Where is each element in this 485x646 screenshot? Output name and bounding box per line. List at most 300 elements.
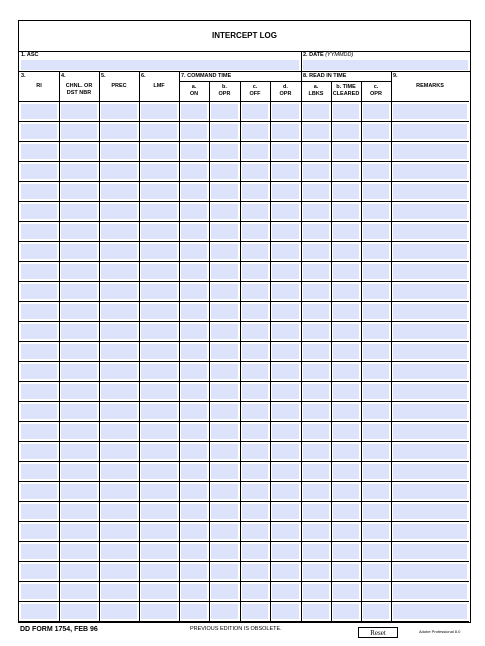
log-cell[interactable] (333, 224, 359, 239)
log-cell[interactable] (21, 584, 57, 599)
log-cell[interactable] (211, 324, 238, 339)
log-cell[interactable] (363, 604, 389, 619)
log-cell[interactable] (21, 304, 57, 319)
log-cell[interactable] (393, 504, 467, 519)
log-cell[interactable] (272, 524, 299, 539)
log-cell[interactable] (21, 264, 57, 279)
log-cell[interactable] (272, 564, 299, 579)
log-cell[interactable] (141, 104, 177, 119)
log-cell[interactable] (21, 324, 57, 339)
log-cell[interactable] (61, 144, 97, 159)
log-cell[interactable] (272, 364, 299, 379)
log-cell[interactable] (61, 164, 97, 179)
log-cell[interactable] (242, 604, 268, 619)
log-cell[interactable] (242, 564, 268, 579)
log-cell[interactable] (363, 344, 389, 359)
log-cell[interactable] (181, 404, 207, 419)
log-cell[interactable] (211, 224, 238, 239)
log-cell[interactable] (303, 564, 329, 579)
log-cell[interactable] (21, 284, 57, 299)
log-cell[interactable] (363, 484, 389, 499)
log-cell[interactable] (242, 104, 268, 119)
log-cell[interactable] (363, 284, 389, 299)
log-cell[interactable] (61, 344, 97, 359)
log-cell[interactable] (21, 104, 57, 119)
log-cell[interactable] (61, 304, 97, 319)
log-cell[interactable] (303, 524, 329, 539)
log-cell[interactable] (101, 384, 137, 399)
log-cell[interactable] (242, 584, 268, 599)
log-cell[interactable] (333, 564, 359, 579)
log-cell[interactable] (141, 304, 177, 319)
log-cell[interactable] (101, 364, 137, 379)
log-cell[interactable] (333, 344, 359, 359)
log-cell[interactable] (61, 584, 97, 599)
log-cell[interactable] (272, 504, 299, 519)
log-cell[interactable] (61, 604, 97, 619)
log-cell[interactable] (393, 564, 467, 579)
log-cell[interactable] (363, 404, 389, 419)
log-cell[interactable] (242, 524, 268, 539)
log-cell[interactable] (272, 544, 299, 559)
log-cell[interactable] (211, 404, 238, 419)
log-cell[interactable] (333, 404, 359, 419)
log-cell[interactable] (211, 504, 238, 519)
log-cell[interactable] (333, 144, 359, 159)
log-cell[interactable] (393, 344, 467, 359)
log-cell[interactable] (141, 444, 177, 459)
log-cell[interactable] (101, 504, 137, 519)
log-cell[interactable] (141, 144, 177, 159)
log-cell[interactable] (242, 284, 268, 299)
log-cell[interactable] (211, 444, 238, 459)
log-cell[interactable] (242, 504, 268, 519)
log-cell[interactable] (393, 544, 467, 559)
log-cell[interactable] (181, 604, 207, 619)
log-cell[interactable] (101, 544, 137, 559)
log-cell[interactable] (141, 344, 177, 359)
log-cell[interactable] (363, 584, 389, 599)
log-cell[interactable] (141, 284, 177, 299)
log-cell[interactable] (303, 284, 329, 299)
log-cell[interactable] (272, 224, 299, 239)
log-cell[interactable] (303, 124, 329, 139)
log-cell[interactable] (333, 244, 359, 259)
log-cell[interactable] (21, 204, 57, 219)
log-cell[interactable] (101, 224, 137, 239)
log-cell[interactable] (61, 244, 97, 259)
log-cell[interactable] (333, 424, 359, 439)
log-cell[interactable] (141, 384, 177, 399)
log-cell[interactable] (242, 264, 268, 279)
log-cell[interactable] (141, 124, 177, 139)
log-cell[interactable] (272, 444, 299, 459)
log-cell[interactable] (303, 424, 329, 439)
log-cell[interactable] (181, 464, 207, 479)
log-cell[interactable] (303, 264, 329, 279)
log-cell[interactable] (61, 264, 97, 279)
log-cell[interactable] (363, 104, 389, 119)
log-cell[interactable] (141, 464, 177, 479)
date-input[interactable] (303, 60, 468, 70)
log-cell[interactable] (101, 324, 137, 339)
log-cell[interactable] (211, 264, 238, 279)
log-cell[interactable] (181, 184, 207, 199)
log-cell[interactable] (333, 584, 359, 599)
log-cell[interactable] (363, 124, 389, 139)
log-cell[interactable] (21, 464, 57, 479)
log-cell[interactable] (181, 344, 207, 359)
log-cell[interactable] (363, 144, 389, 159)
log-cell[interactable] (333, 364, 359, 379)
log-cell[interactable] (181, 524, 207, 539)
log-cell[interactable] (101, 404, 137, 419)
log-cell[interactable] (211, 584, 238, 599)
log-cell[interactable] (333, 104, 359, 119)
log-cell[interactable] (333, 124, 359, 139)
log-cell[interactable] (393, 284, 467, 299)
log-cell[interactable] (21, 124, 57, 139)
log-cell[interactable] (272, 124, 299, 139)
log-cell[interactable] (363, 444, 389, 459)
log-cell[interactable] (242, 424, 268, 439)
log-cell[interactable] (101, 444, 137, 459)
log-cell[interactable] (393, 404, 467, 419)
log-cell[interactable] (303, 444, 329, 459)
log-cell[interactable] (242, 184, 268, 199)
log-cell[interactable] (393, 444, 467, 459)
log-cell[interactable] (211, 184, 238, 199)
log-cell[interactable] (211, 284, 238, 299)
log-cell[interactable] (303, 544, 329, 559)
log-cell[interactable] (272, 164, 299, 179)
log-cell[interactable] (101, 464, 137, 479)
log-cell[interactable] (333, 524, 359, 539)
log-cell[interactable] (141, 364, 177, 379)
log-cell[interactable] (363, 464, 389, 479)
log-cell[interactable] (101, 604, 137, 619)
log-cell[interactable] (61, 384, 97, 399)
log-cell[interactable] (272, 404, 299, 419)
asc-input[interactable] (21, 60, 299, 70)
log-cell[interactable] (61, 544, 97, 559)
log-cell[interactable] (21, 424, 57, 439)
log-cell[interactable] (21, 364, 57, 379)
log-cell[interactable] (242, 324, 268, 339)
log-cell[interactable] (101, 124, 137, 139)
log-cell[interactable] (211, 304, 238, 319)
log-cell[interactable] (272, 244, 299, 259)
log-cell[interactable] (272, 304, 299, 319)
log-cell[interactable] (333, 464, 359, 479)
date-field[interactable] (301, 51, 470, 71)
log-cell[interactable] (211, 244, 238, 259)
log-cell[interactable] (363, 424, 389, 439)
reset-button[interactable]: Reset (358, 627, 398, 638)
log-cell[interactable] (242, 124, 268, 139)
log-cell[interactable] (61, 564, 97, 579)
log-cell[interactable] (363, 564, 389, 579)
log-cell[interactable] (101, 184, 137, 199)
log-cell[interactable] (303, 364, 329, 379)
asc-field[interactable] (19, 51, 302, 71)
log-cell[interactable] (141, 204, 177, 219)
log-cell[interactable] (272, 204, 299, 219)
log-cell[interactable] (333, 304, 359, 319)
log-cell[interactable] (211, 424, 238, 439)
log-cell[interactable] (363, 184, 389, 199)
log-cell[interactable] (363, 504, 389, 519)
log-cell[interactable] (211, 484, 238, 499)
log-cell[interactable] (21, 544, 57, 559)
log-cell[interactable] (61, 184, 97, 199)
log-cell[interactable] (242, 404, 268, 419)
log-cell[interactable] (272, 284, 299, 299)
log-cell[interactable] (141, 504, 177, 519)
log-cell[interactable] (333, 184, 359, 199)
log-cell[interactable] (242, 544, 268, 559)
log-cell[interactable] (21, 484, 57, 499)
log-cell[interactable] (393, 584, 467, 599)
log-cell[interactable] (61, 524, 97, 539)
log-cell[interactable] (242, 464, 268, 479)
log-cell[interactable] (61, 224, 97, 239)
log-cell[interactable] (61, 484, 97, 499)
log-cell[interactable] (101, 244, 137, 259)
log-cell[interactable] (242, 244, 268, 259)
log-cell[interactable] (101, 524, 137, 539)
log-cell[interactable] (141, 224, 177, 239)
log-cell[interactable] (363, 244, 389, 259)
log-cell[interactable] (242, 164, 268, 179)
log-cell[interactable] (393, 364, 467, 379)
log-cell[interactable] (211, 164, 238, 179)
log-cell[interactable] (181, 564, 207, 579)
log-cell[interactable] (211, 544, 238, 559)
log-cell[interactable] (181, 444, 207, 459)
log-cell[interactable] (303, 344, 329, 359)
log-cell[interactable] (61, 504, 97, 519)
log-cell[interactable] (181, 504, 207, 519)
log-cell[interactable] (181, 224, 207, 239)
log-cell[interactable] (61, 204, 97, 219)
log-cell[interactable] (333, 204, 359, 219)
log-cell[interactable] (181, 144, 207, 159)
log-cell[interactable] (21, 444, 57, 459)
log-cell[interactable] (61, 404, 97, 419)
log-cell[interactable] (211, 384, 238, 399)
log-cell[interactable] (101, 104, 137, 119)
log-cell[interactable] (211, 464, 238, 479)
log-cell[interactable] (242, 484, 268, 499)
log-cell[interactable] (363, 364, 389, 379)
log-cell[interactable] (363, 204, 389, 219)
log-cell[interactable] (303, 484, 329, 499)
log-cell[interactable] (242, 444, 268, 459)
log-cell[interactable] (141, 564, 177, 579)
log-cell[interactable] (393, 144, 467, 159)
log-cell[interactable] (101, 584, 137, 599)
log-cell[interactable] (333, 484, 359, 499)
log-cell[interactable] (303, 224, 329, 239)
log-cell[interactable] (363, 304, 389, 319)
log-cell[interactable] (181, 324, 207, 339)
log-cell[interactable] (333, 544, 359, 559)
log-cell[interactable] (303, 404, 329, 419)
log-cell[interactable] (211, 344, 238, 359)
log-cell[interactable] (393, 464, 467, 479)
log-cell[interactable] (272, 344, 299, 359)
log-cell[interactable] (242, 224, 268, 239)
log-cell[interactable] (141, 244, 177, 259)
log-cell[interactable] (61, 124, 97, 139)
log-cell[interactable] (101, 304, 137, 319)
log-cell[interactable] (272, 584, 299, 599)
log-cell[interactable] (141, 584, 177, 599)
log-cell[interactable] (272, 324, 299, 339)
log-cell[interactable] (363, 164, 389, 179)
log-cell[interactable] (303, 464, 329, 479)
log-cell[interactable] (181, 264, 207, 279)
log-cell[interactable] (272, 264, 299, 279)
log-cell[interactable] (61, 464, 97, 479)
log-cell[interactable] (242, 364, 268, 379)
log-cell[interactable] (181, 244, 207, 259)
log-cell[interactable] (393, 244, 467, 259)
log-cell[interactable] (393, 204, 467, 219)
log-cell[interactable] (333, 504, 359, 519)
log-cell[interactable] (61, 104, 97, 119)
log-cell[interactable] (21, 384, 57, 399)
log-cell[interactable] (211, 604, 238, 619)
log-cell[interactable] (303, 324, 329, 339)
log-cell[interactable] (272, 144, 299, 159)
log-cell[interactable] (363, 264, 389, 279)
log-cell[interactable] (333, 264, 359, 279)
log-cell[interactable] (303, 244, 329, 259)
log-cell[interactable] (393, 304, 467, 319)
log-cell[interactable] (181, 124, 207, 139)
log-cell[interactable] (393, 264, 467, 279)
log-cell[interactable] (21, 144, 57, 159)
log-cell[interactable] (303, 204, 329, 219)
log-cell[interactable] (303, 384, 329, 399)
log-cell[interactable] (181, 424, 207, 439)
log-cell[interactable] (101, 284, 137, 299)
log-cell[interactable] (21, 564, 57, 579)
log-cell[interactable] (272, 424, 299, 439)
log-cell[interactable] (303, 584, 329, 599)
log-cell[interactable] (333, 284, 359, 299)
log-cell[interactable] (333, 444, 359, 459)
log-cell[interactable] (101, 484, 137, 499)
log-cell[interactable] (333, 604, 359, 619)
log-cell[interactable] (303, 304, 329, 319)
log-cell[interactable] (141, 484, 177, 499)
log-cell[interactable] (393, 384, 467, 399)
log-cell[interactable] (141, 424, 177, 439)
log-cell[interactable] (363, 524, 389, 539)
log-cell[interactable] (272, 184, 299, 199)
log-cell[interactable] (141, 544, 177, 559)
log-cell[interactable] (393, 224, 467, 239)
log-cell[interactable] (242, 144, 268, 159)
log-cell[interactable] (363, 224, 389, 239)
log-cell[interactable] (101, 264, 137, 279)
log-cell[interactable] (181, 484, 207, 499)
log-cell[interactable] (272, 104, 299, 119)
log-cell[interactable] (21, 164, 57, 179)
log-cell[interactable] (393, 184, 467, 199)
log-cell[interactable] (272, 484, 299, 499)
log-cell[interactable] (211, 144, 238, 159)
log-cell[interactable] (61, 424, 97, 439)
log-cell[interactable] (242, 304, 268, 319)
log-cell[interactable] (61, 324, 97, 339)
log-cell[interactable] (61, 364, 97, 379)
log-cell[interactable] (141, 164, 177, 179)
log-cell[interactable] (211, 524, 238, 539)
log-cell[interactable] (303, 144, 329, 159)
log-cell[interactable] (393, 484, 467, 499)
log-cell[interactable] (61, 444, 97, 459)
log-cell[interactable] (393, 424, 467, 439)
log-cell[interactable] (303, 184, 329, 199)
log-cell[interactable] (101, 424, 137, 439)
log-cell[interactable] (141, 604, 177, 619)
log-cell[interactable] (141, 524, 177, 539)
log-cell[interactable] (211, 124, 238, 139)
log-cell[interactable] (101, 144, 137, 159)
log-cell[interactable] (21, 524, 57, 539)
log-cell[interactable] (21, 184, 57, 199)
log-cell[interactable] (211, 204, 238, 219)
log-cell[interactable] (21, 404, 57, 419)
log-cell[interactable] (181, 164, 207, 179)
log-cell[interactable] (272, 604, 299, 619)
log-cell[interactable] (272, 464, 299, 479)
log-cell[interactable] (181, 204, 207, 219)
log-cell[interactable] (211, 364, 238, 379)
log-cell[interactable] (141, 324, 177, 339)
log-cell[interactable] (101, 204, 137, 219)
log-cell[interactable] (242, 344, 268, 359)
log-cell[interactable] (101, 564, 137, 579)
log-cell[interactable] (101, 344, 137, 359)
log-cell[interactable] (242, 384, 268, 399)
log-cell[interactable] (333, 384, 359, 399)
log-cell[interactable] (363, 324, 389, 339)
log-cell[interactable] (181, 384, 207, 399)
log-cell[interactable] (141, 404, 177, 419)
log-cell[interactable] (61, 284, 97, 299)
log-cell[interactable] (21, 504, 57, 519)
log-cell[interactable] (303, 104, 329, 119)
log-cell[interactable] (333, 324, 359, 339)
log-cell[interactable] (181, 584, 207, 599)
log-cell[interactable] (393, 324, 467, 339)
log-cell[interactable] (101, 164, 137, 179)
log-cell[interactable] (303, 504, 329, 519)
log-cell[interactable] (242, 204, 268, 219)
log-cell[interactable] (211, 564, 238, 579)
log-cell[interactable] (393, 124, 467, 139)
log-cell[interactable] (393, 164, 467, 179)
log-cell[interactable] (303, 604, 329, 619)
log-cell[interactable] (393, 524, 467, 539)
log-cell[interactable] (181, 544, 207, 559)
log-cell[interactable] (303, 164, 329, 179)
